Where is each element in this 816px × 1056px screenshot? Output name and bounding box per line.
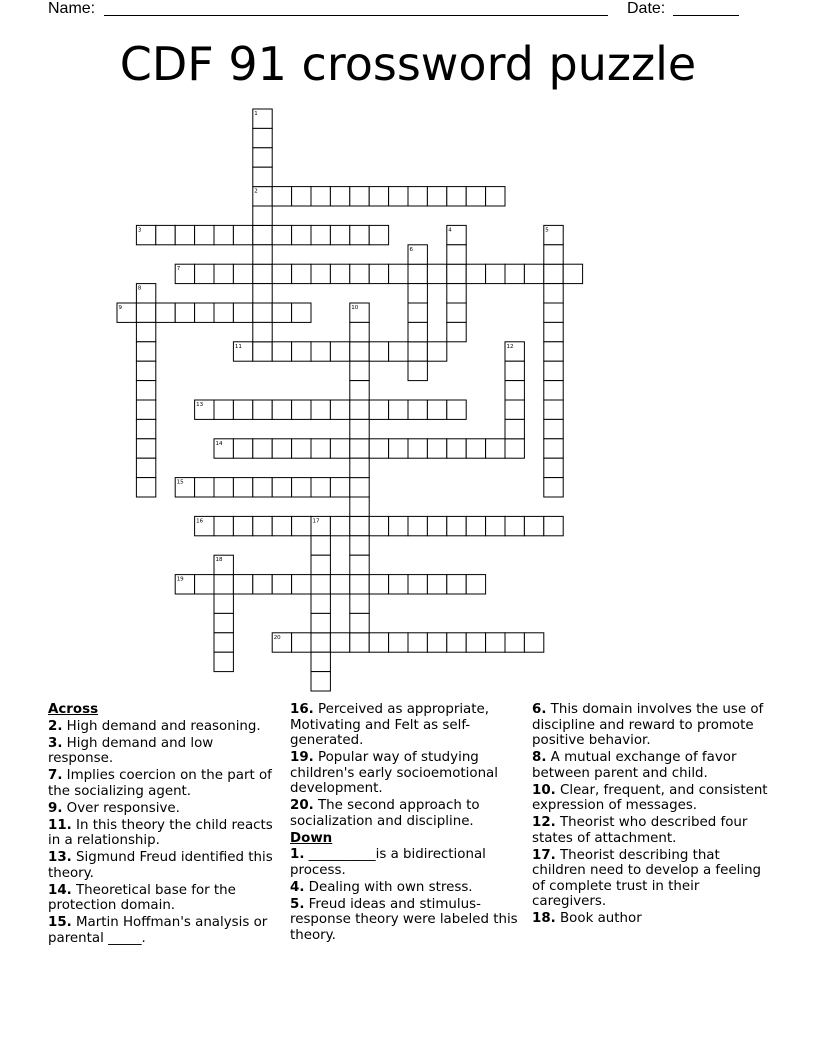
grid-cell[interactable] bbox=[544, 303, 563, 322]
grid-cell[interactable] bbox=[136, 419, 155, 438]
grid-cell[interactable] bbox=[253, 439, 272, 458]
grid-cell[interactable] bbox=[272, 439, 291, 458]
grid-cell[interactable] bbox=[311, 536, 330, 555]
grid-cell[interactable] bbox=[292, 187, 311, 206]
grid-cell[interactable] bbox=[389, 187, 408, 206]
grid-cell[interactable] bbox=[311, 342, 330, 361]
grid-cell[interactable] bbox=[350, 439, 369, 458]
grid-cell[interactable] bbox=[195, 225, 214, 244]
cell-number: 2 bbox=[254, 188, 258, 195]
clue-text: Freud ideas and stimulus-response theory were labeled this theory. bbox=[290, 896, 518, 943]
grid-cell[interactable] bbox=[253, 167, 272, 186]
grid-cell[interactable] bbox=[195, 264, 214, 283]
grid-cell[interactable] bbox=[544, 458, 563, 477]
grid-cell[interactable] bbox=[408, 575, 427, 594]
grid-cell[interactable] bbox=[350, 187, 369, 206]
grid-cell[interactable] bbox=[330, 342, 349, 361]
grid-cell[interactable] bbox=[253, 284, 272, 303]
grid-cell[interactable] bbox=[389, 400, 408, 419]
grid-cell[interactable] bbox=[292, 516, 311, 535]
clue-item bbox=[290, 702, 518, 749]
clue-number: 3. bbox=[48, 735, 63, 751]
grid-cell[interactable] bbox=[466, 264, 485, 283]
grid-cell[interactable] bbox=[272, 264, 291, 283]
clue-text: Martin Hoffman's analysis or parental _____. bbox=[48, 915, 268, 946]
grid-cell[interactable] bbox=[272, 187, 291, 206]
grid-cell[interactable] bbox=[544, 342, 563, 361]
cell-number: 10 bbox=[351, 305, 359, 311]
grid-cell[interactable] bbox=[292, 225, 311, 244]
clue-item bbox=[532, 848, 768, 910]
grid-cell[interactable] bbox=[350, 633, 369, 652]
grid-cell[interactable] bbox=[214, 400, 233, 419]
grid-cell[interactable] bbox=[136, 322, 155, 341]
grid-cell[interactable] bbox=[427, 516, 446, 535]
grid-cell[interactable] bbox=[350, 497, 369, 516]
grid-cell[interactable] bbox=[330, 439, 349, 458]
grid-cell[interactable] bbox=[330, 575, 349, 594]
grid-cell[interactable] bbox=[389, 575, 408, 594]
cell-number: 4 bbox=[448, 227, 452, 234]
grid-cell[interactable] bbox=[447, 245, 466, 264]
grid-cell[interactable] bbox=[292, 478, 311, 497]
grid-cell[interactable] bbox=[195, 478, 214, 497]
clue-number: 5. bbox=[290, 896, 305, 912]
grid-cell[interactable] bbox=[408, 361, 427, 380]
clue-item bbox=[532, 911, 768, 927]
cell-number: 6 bbox=[409, 246, 413, 253]
grid-cell[interactable] bbox=[253, 575, 272, 594]
grid-cell[interactable] bbox=[389, 516, 408, 535]
clue-text: Over responsive. bbox=[66, 800, 180, 816]
clue-text: Implies coercion on the part of the socializing agent. bbox=[48, 768, 272, 799]
grid-cell[interactable] bbox=[253, 206, 272, 225]
grid-cell[interactable] bbox=[195, 575, 214, 594]
grid-cell[interactable] bbox=[427, 439, 446, 458]
grid-cell[interactable] bbox=[311, 594, 330, 613]
grid-cell[interactable] bbox=[505, 381, 524, 400]
grid-cell[interactable] bbox=[214, 478, 233, 497]
clue-item bbox=[532, 783, 768, 814]
name-label: Name: bbox=[48, 0, 96, 17]
clue-item bbox=[532, 702, 768, 749]
grid-cell[interactable] bbox=[544, 516, 563, 535]
grid-cell[interactable] bbox=[233, 303, 252, 322]
grid-cell[interactable] bbox=[214, 303, 233, 322]
grid-cell[interactable] bbox=[214, 516, 233, 535]
grid-cell[interactable] bbox=[447, 322, 466, 341]
grid-cell[interactable] bbox=[408, 342, 427, 361]
down-clue-list bbox=[290, 847, 518, 943]
grid-cell[interactable] bbox=[214, 652, 233, 671]
grid-cell[interactable] bbox=[214, 575, 233, 594]
grid-cell[interactable] bbox=[369, 439, 388, 458]
clue-number: 6. bbox=[532, 702, 547, 717]
grid-cell[interactable] bbox=[466, 633, 485, 652]
clue-text: This domain involves the use of discipline and reward to promote positive behavior. bbox=[532, 702, 764, 748]
clue-number: 2. bbox=[48, 718, 63, 734]
grid-cell[interactable] bbox=[311, 613, 330, 632]
grid-cell[interactable] bbox=[350, 322, 369, 341]
grid-cell[interactable] bbox=[330, 516, 349, 535]
clue-item bbox=[290, 798, 518, 829]
clue-number: 16. bbox=[290, 702, 314, 717]
grid-cell[interactable] bbox=[136, 478, 155, 497]
cell-number: 17 bbox=[312, 518, 320, 525]
clue-item bbox=[290, 880, 518, 896]
grid-cell[interactable] bbox=[253, 303, 272, 322]
clue-text: __________is a bidirectional process. bbox=[290, 847, 486, 878]
cell-number: 19 bbox=[176, 576, 184, 583]
clue-item bbox=[290, 847, 518, 878]
grid-cell[interactable] bbox=[505, 400, 524, 419]
clue-number: 9. bbox=[48, 800, 63, 816]
grid-cell[interactable] bbox=[292, 303, 311, 322]
clue-item bbox=[532, 750, 768, 781]
grid-cell[interactable] bbox=[272, 225, 291, 244]
grid-cell[interactable] bbox=[524, 516, 543, 535]
grid-cell[interactable] bbox=[136, 400, 155, 419]
grid-cell[interactable] bbox=[544, 264, 563, 283]
grid-cell[interactable] bbox=[427, 575, 446, 594]
clue-number: 8. bbox=[532, 750, 547, 765]
grid-cell[interactable] bbox=[292, 633, 311, 652]
grid-cell[interactable] bbox=[311, 400, 330, 419]
grid-cell[interactable] bbox=[272, 516, 291, 535]
grid-cell[interactable] bbox=[447, 264, 466, 283]
clue-item bbox=[48, 883, 280, 914]
grid-cell[interactable] bbox=[505, 419, 524, 438]
grid-cell[interactable] bbox=[544, 381, 563, 400]
grid-cell[interactable] bbox=[350, 516, 369, 535]
grid-cell[interactable] bbox=[253, 400, 272, 419]
clue-item bbox=[48, 768, 280, 799]
grid-cell[interactable] bbox=[311, 575, 330, 594]
cell-number: 15 bbox=[176, 479, 184, 486]
clue-number: 1. bbox=[290, 847, 305, 862]
clue-text: High demand and reasoning. bbox=[66, 718, 261, 734]
grid-cell[interactable] bbox=[486, 439, 505, 458]
grid-cell[interactable] bbox=[447, 516, 466, 535]
clue-number: 13. bbox=[48, 850, 72, 865]
grid-cell[interactable] bbox=[311, 264, 330, 283]
grid-cell[interactable] bbox=[408, 187, 427, 206]
clue-text: The second approach to socialization and discipline. bbox=[290, 798, 480, 829]
clue-number: 19. bbox=[290, 750, 314, 765]
clue-column-3 bbox=[532, 702, 768, 928]
grid-cell[interactable] bbox=[350, 361, 369, 380]
grid-cell[interactable] bbox=[311, 478, 330, 497]
grid-cell[interactable] bbox=[408, 516, 427, 535]
clue-column-1 bbox=[48, 702, 280, 948]
grid-cell[interactable] bbox=[330, 187, 349, 206]
grid-cell[interactable] bbox=[272, 478, 291, 497]
grid-cell[interactable] bbox=[214, 613, 233, 632]
grid-cell[interactable] bbox=[175, 303, 194, 322]
cell-number: 12 bbox=[506, 343, 514, 350]
cell-number: 13 bbox=[196, 402, 204, 408]
grid-cell[interactable] bbox=[350, 594, 369, 613]
grid-cell[interactable] bbox=[544, 400, 563, 419]
grid-cell[interactable] bbox=[272, 400, 291, 419]
cell-number: 8 bbox=[137, 285, 142, 292]
across-clue-list bbox=[48, 719, 280, 947]
clue-text: A mutual exchange of favor between parent and child. bbox=[532, 750, 737, 781]
grid-cell[interactable] bbox=[389, 439, 408, 458]
grid-cell[interactable] bbox=[272, 342, 291, 361]
grid-cell[interactable] bbox=[214, 633, 233, 652]
grid-cell[interactable] bbox=[330, 225, 349, 244]
grid-cell[interactable] bbox=[253, 128, 272, 147]
grid-cell[interactable] bbox=[292, 264, 311, 283]
clue-text: Clear, frequent, and consistent expression of messages. bbox=[532, 782, 768, 813]
clue-text: In this theory the child reacts in a relationship. bbox=[48, 817, 273, 848]
grid-cell[interactable] bbox=[389, 264, 408, 283]
grid-cell[interactable] bbox=[505, 439, 524, 458]
grid-cell[interactable] bbox=[544, 284, 563, 303]
grid-cell[interactable] bbox=[311, 652, 330, 671]
grid-cell[interactable] bbox=[233, 400, 252, 419]
grid-cell[interactable] bbox=[486, 633, 505, 652]
grid-cell[interactable] bbox=[369, 575, 388, 594]
clue-item bbox=[290, 897, 518, 944]
grid-cell[interactable] bbox=[369, 516, 388, 535]
grid-cell[interactable] bbox=[233, 225, 252, 244]
grid-cell[interactable] bbox=[311, 187, 330, 206]
cell-number: 7 bbox=[176, 266, 181, 273]
clue-column-2 bbox=[290, 702, 518, 945]
grid-cell[interactable] bbox=[427, 264, 446, 283]
grid-cell[interactable] bbox=[156, 303, 175, 322]
grid-cell[interactable] bbox=[447, 187, 466, 206]
grid-cell[interactable] bbox=[175, 225, 194, 244]
grid-cell[interactable] bbox=[447, 439, 466, 458]
cell-number: 20 bbox=[273, 634, 281, 641]
grid-cell[interactable] bbox=[544, 322, 563, 341]
grid-cell[interactable] bbox=[311, 439, 330, 458]
grid-cell[interactable] bbox=[427, 633, 446, 652]
cell-number: 3 bbox=[137, 227, 142, 234]
grid-cell[interactable] bbox=[253, 264, 272, 283]
grid-cell[interactable] bbox=[408, 264, 427, 283]
clue-number: 10. bbox=[532, 782, 556, 798]
grid-cell[interactable] bbox=[408, 322, 427, 341]
grid-cell[interactable] bbox=[330, 478, 349, 497]
grid-cell[interactable] bbox=[350, 555, 369, 574]
grid-cell[interactable] bbox=[427, 187, 446, 206]
clue-number: 20. bbox=[290, 798, 314, 813]
grid-cell[interactable] bbox=[544, 478, 563, 497]
grid-cell[interactable] bbox=[505, 264, 524, 283]
across-clue-list-continued bbox=[290, 702, 518, 829]
grid-cell[interactable] bbox=[408, 284, 427, 303]
grid-cell[interactable] bbox=[350, 381, 369, 400]
grid-cell[interactable] bbox=[136, 381, 155, 400]
grid-cell[interactable] bbox=[544, 419, 563, 438]
grid-cell[interactable] bbox=[544, 245, 563, 264]
grid-cell[interactable] bbox=[447, 400, 466, 419]
grid-cell[interactable] bbox=[486, 264, 505, 283]
grid-cell[interactable] bbox=[389, 342, 408, 361]
grid-cell[interactable] bbox=[136, 361, 155, 380]
clue-item bbox=[48, 736, 280, 767]
grid-cell[interactable] bbox=[350, 225, 369, 244]
clue-number: 7. bbox=[48, 768, 63, 783]
grid-cell[interactable] bbox=[447, 575, 466, 594]
grid-cell[interactable] bbox=[233, 478, 252, 497]
grid-cell[interactable] bbox=[233, 264, 252, 283]
grid-cell[interactable] bbox=[330, 264, 349, 283]
grid-cell[interactable] bbox=[330, 633, 349, 652]
grid-cell[interactable] bbox=[311, 555, 330, 574]
grid-cell[interactable] bbox=[292, 342, 311, 361]
grid-cell[interactable] bbox=[350, 613, 369, 632]
clue-text: Popular way of studying children's early socioemotional development. bbox=[290, 750, 498, 796]
grid-cell[interactable] bbox=[427, 400, 446, 419]
clue-number: 4. bbox=[290, 879, 305, 895]
clue-text: High demand and low response. bbox=[48, 735, 214, 766]
clue-text: Sigmund Freud identified this theory. bbox=[48, 850, 273, 881]
grid-cell[interactable] bbox=[233, 575, 252, 594]
grid-cell[interactable] bbox=[272, 575, 291, 594]
grid-cell[interactable] bbox=[350, 478, 369, 497]
clue-number: 15. bbox=[48, 915, 72, 930]
clue-item bbox=[48, 850, 280, 881]
grid-cell[interactable] bbox=[136, 342, 155, 361]
cell-number: 5 bbox=[545, 227, 549, 234]
grid-cell[interactable] bbox=[272, 303, 291, 322]
grid-cell[interactable] bbox=[253, 225, 272, 244]
clue-item bbox=[48, 801, 280, 817]
date-label: Date: bbox=[627, 0, 666, 17]
down-clue-list-continued bbox=[532, 702, 768, 927]
grid-cell[interactable] bbox=[486, 187, 505, 206]
cell-number: 9 bbox=[118, 305, 122, 311]
clue-text: Theoretical base for the protection domain. bbox=[48, 882, 236, 913]
grid-cell[interactable] bbox=[292, 439, 311, 458]
grid-cell[interactable] bbox=[233, 516, 252, 535]
grid-cell[interactable] bbox=[408, 400, 427, 419]
grid-cell[interactable] bbox=[292, 400, 311, 419]
grid-cell[interactable] bbox=[136, 439, 155, 458]
grid-cell[interactable] bbox=[466, 516, 485, 535]
grid-cell[interactable] bbox=[505, 361, 524, 380]
grid-cell[interactable] bbox=[214, 264, 233, 283]
clue-text: Perceived as appropriate, Motivating and Felt as self-generated. bbox=[290, 702, 490, 748]
grid-cell[interactable] bbox=[524, 633, 543, 652]
grid-cell[interactable] bbox=[253, 478, 272, 497]
clue-text: Book author bbox=[560, 911, 642, 926]
grid-cell[interactable] bbox=[350, 419, 369, 438]
grid-cell[interactable] bbox=[350, 400, 369, 419]
cell-number: 1 bbox=[254, 111, 258, 117]
grid-cell[interactable] bbox=[292, 575, 311, 594]
grid-cell[interactable] bbox=[233, 439, 252, 458]
clue-text: Dealing with own stress. bbox=[308, 879, 473, 895]
grid-cell[interactable] bbox=[466, 575, 485, 594]
grid-cell[interactable] bbox=[486, 516, 505, 535]
cell-number: 16 bbox=[196, 518, 204, 525]
clue-number: 14. bbox=[48, 882, 72, 898]
across-heading: Across bbox=[48, 702, 99, 717]
grid-cell[interactable] bbox=[408, 303, 427, 322]
grid-cell[interactable] bbox=[447, 633, 466, 652]
grid-cell[interactable] bbox=[195, 303, 214, 322]
grid-cell[interactable] bbox=[466, 187, 485, 206]
grid-cell[interactable] bbox=[369, 187, 388, 206]
clue-number: 17. bbox=[532, 847, 556, 863]
cell-number: 18 bbox=[215, 557, 223, 564]
clue-item bbox=[48, 818, 280, 849]
grid-cell[interactable] bbox=[369, 264, 388, 283]
grid-cell[interactable] bbox=[156, 225, 175, 244]
grid-cell[interactable] bbox=[369, 400, 388, 419]
grid-cell[interactable] bbox=[253, 516, 272, 535]
clue-item bbox=[290, 750, 518, 797]
grid-cell[interactable] bbox=[524, 264, 543, 283]
grid-cell[interactable] bbox=[544, 361, 563, 380]
grid-cell[interactable] bbox=[311, 633, 330, 652]
clue-number: 12. bbox=[532, 815, 556, 830]
clue-item bbox=[48, 915, 280, 946]
clue-text: Theorist who described four states of attachment. bbox=[532, 815, 748, 846]
grid-cell[interactable] bbox=[136, 458, 155, 477]
grid-cell[interactable] bbox=[214, 594, 233, 613]
clue-number: 18. bbox=[532, 911, 556, 926]
grid-cell[interactable] bbox=[544, 439, 563, 458]
grid-cell[interactable] bbox=[447, 284, 466, 303]
grid-cell[interactable] bbox=[311, 225, 330, 244]
grid-cell[interactable] bbox=[466, 439, 485, 458]
page-title: CDF 91 crossword puzzle bbox=[119, 37, 697, 91]
grid-cell[interactable] bbox=[408, 633, 427, 652]
grid-cell[interactable] bbox=[136, 303, 155, 322]
clue-item bbox=[532, 815, 768, 846]
grid-cell[interactable] bbox=[350, 536, 369, 555]
grid-cell[interactable] bbox=[350, 264, 369, 283]
cell-number: 14 bbox=[215, 440, 223, 447]
grid-cell[interactable] bbox=[253, 322, 272, 341]
grid-cell[interactable] bbox=[253, 342, 272, 361]
grid-cell[interactable] bbox=[563, 264, 582, 283]
grid-cell[interactable] bbox=[369, 633, 388, 652]
grid-cell[interactable] bbox=[369, 225, 388, 244]
clue-item bbox=[48, 719, 280, 735]
grid-cell[interactable] bbox=[330, 400, 349, 419]
clue-text: Theorist describing that children need to develop a feeling of complete trust in their caregivers. bbox=[532, 847, 762, 909]
grid-cell[interactable] bbox=[505, 633, 524, 652]
grid-cell[interactable] bbox=[505, 516, 524, 535]
grid-cell[interactable] bbox=[369, 342, 388, 361]
grid-cell[interactable] bbox=[427, 342, 446, 361]
down-heading: Down bbox=[290, 830, 333, 846]
grid-cell[interactable] bbox=[389, 633, 408, 652]
grid-cell[interactable] bbox=[214, 225, 233, 244]
grid-cell[interactable] bbox=[408, 439, 427, 458]
clue-number: 11. bbox=[48, 817, 72, 833]
grid-cell[interactable] bbox=[350, 575, 369, 594]
grid-cell[interactable] bbox=[253, 245, 272, 264]
grid-cell[interactable] bbox=[253, 148, 272, 167]
grid-cell[interactable] bbox=[311, 672, 330, 691]
cell-number: 11 bbox=[234, 343, 242, 350]
grid-cell[interactable] bbox=[350, 342, 369, 361]
grid-cell[interactable] bbox=[350, 458, 369, 477]
grid-cell[interactable] bbox=[447, 303, 466, 322]
